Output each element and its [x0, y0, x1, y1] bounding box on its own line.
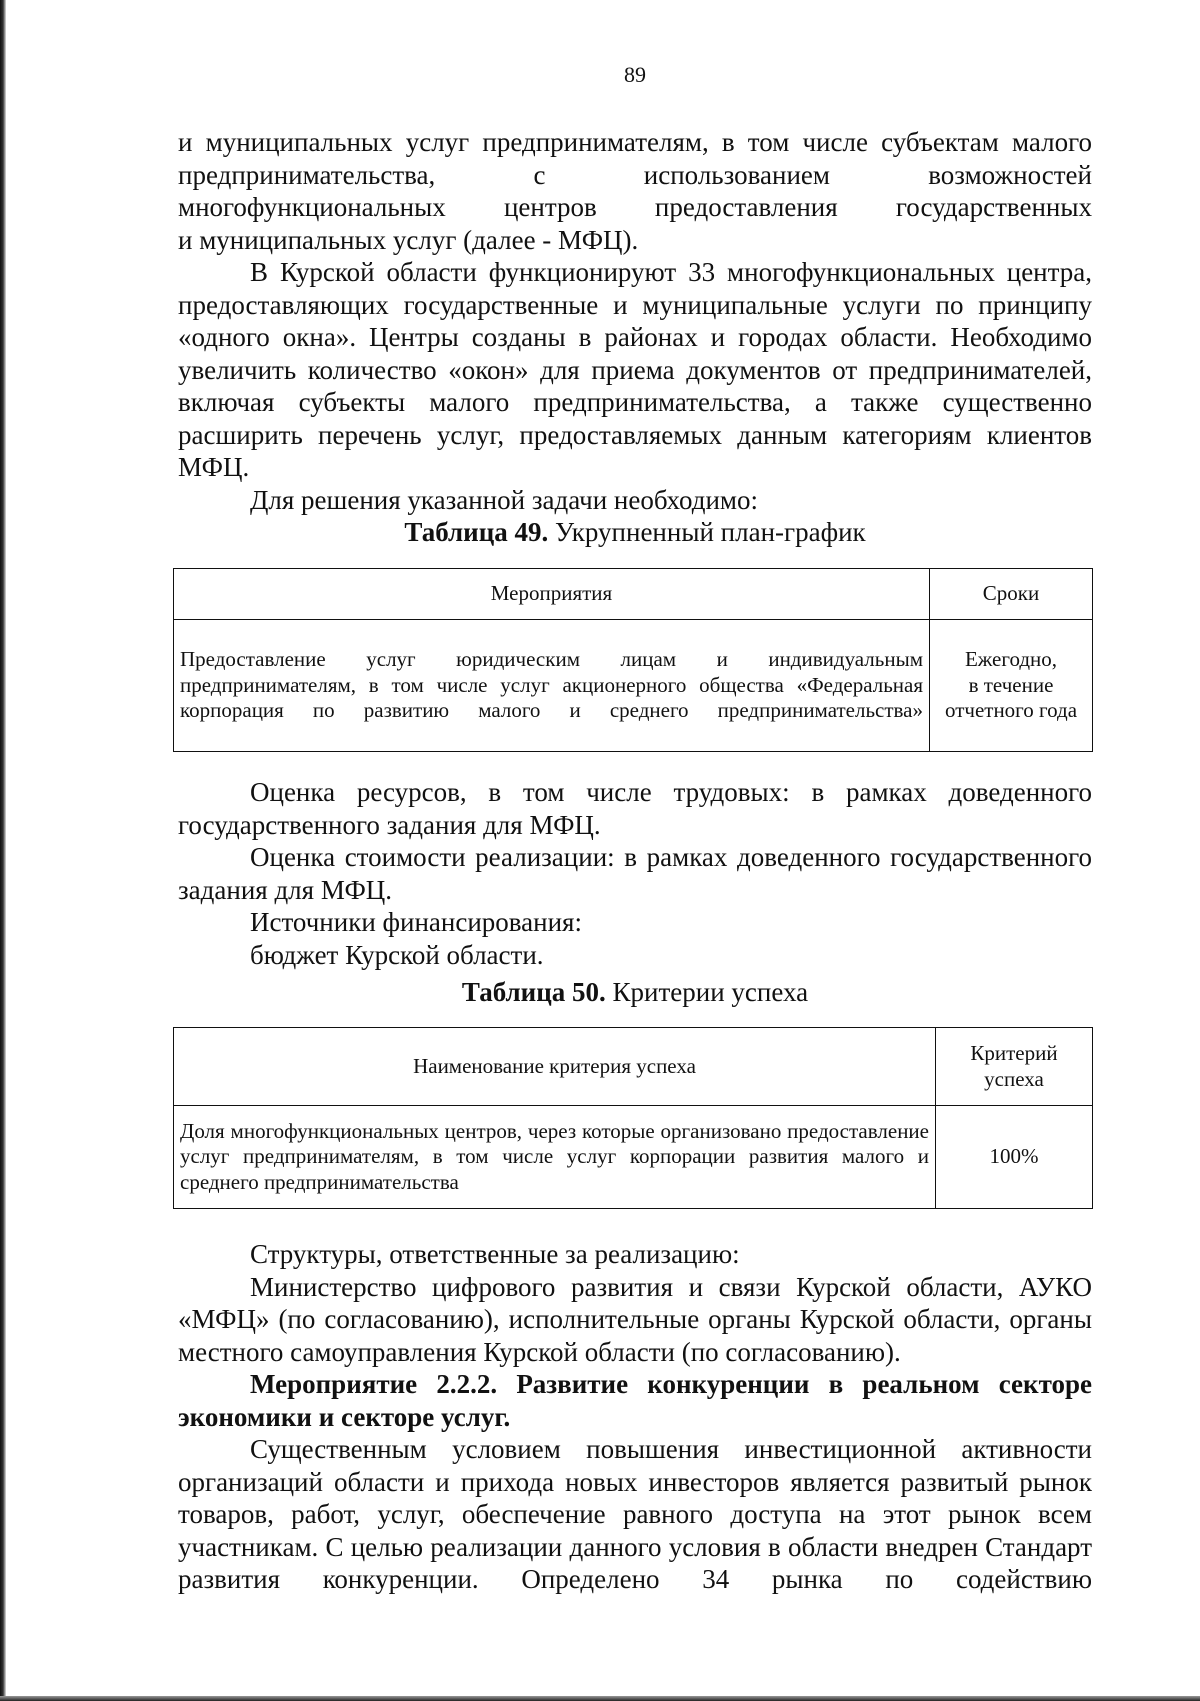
- table50-header-criterion-line-2: успеха: [984, 1066, 1044, 1091]
- closing-block: [178, 1238, 1092, 1596]
- resources-block: [178, 776, 1092, 971]
- paragraph-task: Для решения указанной задачи необходимо:: [250, 484, 759, 515]
- funding-value: бюджет Курской области.: [250, 939, 544, 970]
- table50: [178, 1027, 1093, 1209]
- table49-caption: [178, 516, 1092, 548]
- intro-line-4: и муниципальных услуг (далее - МФЦ).: [178, 224, 639, 255]
- table49-header-events: Мероприятия: [174, 569, 930, 620]
- table49-row-term: [930, 620, 1093, 752]
- table49-caption-number: Таблица 49.: [404, 517, 549, 547]
- funding-label: Источники финансирования:: [250, 907, 582, 937]
- resources-paragraph: Оценка ресурсов, в том числе трудовых: в рамках доведенного государственного задания для МФЦ.: [178, 777, 1092, 840]
- intro-line-3: многофункциональных центров предоставления государственных: [178, 192, 1092, 222]
- page-number: 89: [624, 62, 646, 87]
- table49-header-terms: Сроки: [930, 569, 1093, 620]
- intro-line-1: и муниципальных услуг предпринимателям, в том числе субъектам малого: [178, 127, 1092, 157]
- intro-line-2: предпринимательства, с использованием возможностей: [178, 159, 1092, 190]
- table50-header-criterion: [936, 1028, 1093, 1106]
- scan-edge-bottom: [0, 1696, 1200, 1701]
- structures-text: Министерство цифрового развития и связи Курской области, АУКО «МФЦ» (по согласованию), исполнительные органы Курской области, органы местного самоуправления Курской области (по согласованию).: [178, 1271, 1092, 1367]
- table50-header-criterion-line-1: Критерий: [970, 1041, 1058, 1065]
- table50-caption: [178, 976, 1092, 1008]
- paragraph-kursk: В Курской области функционируют 33 многофункциональных центра, предоставляющих государственные и муниципальные услуги по принципу «одного окна». Центры созданы в районах и городах области. Необходимо увеличить количество «окон» для приема документов от предпринимателей, включая субъекты малого предпринимательства, а также существенно расширить перечень услуг, предоставляемых данным категориям клиентов МФЦ.: [178, 257, 1092, 482]
- table50-row-name-text: Доля многофункциональных центров, через которые организовано предоставление услуг предпринимателям, в том числе услуг корпорации развития малого и среднего предпринимательства: [180, 1118, 929, 1194]
- table49-caption-title: Укрупненный план-график: [548, 517, 866, 547]
- cost-paragraph: Оценка стоимости реализации: в рамках доведенного государственного задания для МФЦ.: [178, 842, 1092, 905]
- final-paragraph: Существенным условием повышения инвестиционной активности организаций области и прихода новых инвесторов является развитый рынок товаров, работ, услуг, обеспечение равного доступа на этот рынок всем участникам. С целью реализации данного условия в области внедрен Стандарт развития конкуренции. Определено 34 рынка по содействию: [178, 1434, 1092, 1594]
- table49: [178, 568, 1093, 752]
- table50-row-value: 100%: [936, 1106, 1093, 1209]
- table50-caption-number: Таблица 50.: [461, 977, 606, 1007]
- scan-edge-left: [0, 0, 6, 1701]
- table50-caption-title: Критерии успеха: [605, 977, 809, 1007]
- table50-row-name: [174, 1106, 936, 1209]
- table49-row-event-text: Предоставление услуг юридическим лицам и индивидуальным предпринимателям, в том числе услуг акционерного общества «Федеральная корпорация по развитию малого и среднего предпринимательства»: [180, 647, 923, 723]
- table49-row-event: [174, 620, 930, 752]
- table50-header-name: Наименование критерия успеха: [174, 1028, 936, 1106]
- table49-row-term-line-2: в течение: [968, 672, 1054, 697]
- intro-block: [178, 126, 1092, 516]
- table49-row-term-line-1: Ежегодно,: [964, 647, 1058, 672]
- table49-row-term-line-3: отчетного года: [944, 698, 1078, 723]
- structures-label: Структуры, ответственные за реализацию:: [250, 1239, 740, 1269]
- section-heading: Мероприятие 2.2.2. Развитие конкуренции в реальном секторе экономики и секторе услуг.: [178, 1369, 1092, 1432]
